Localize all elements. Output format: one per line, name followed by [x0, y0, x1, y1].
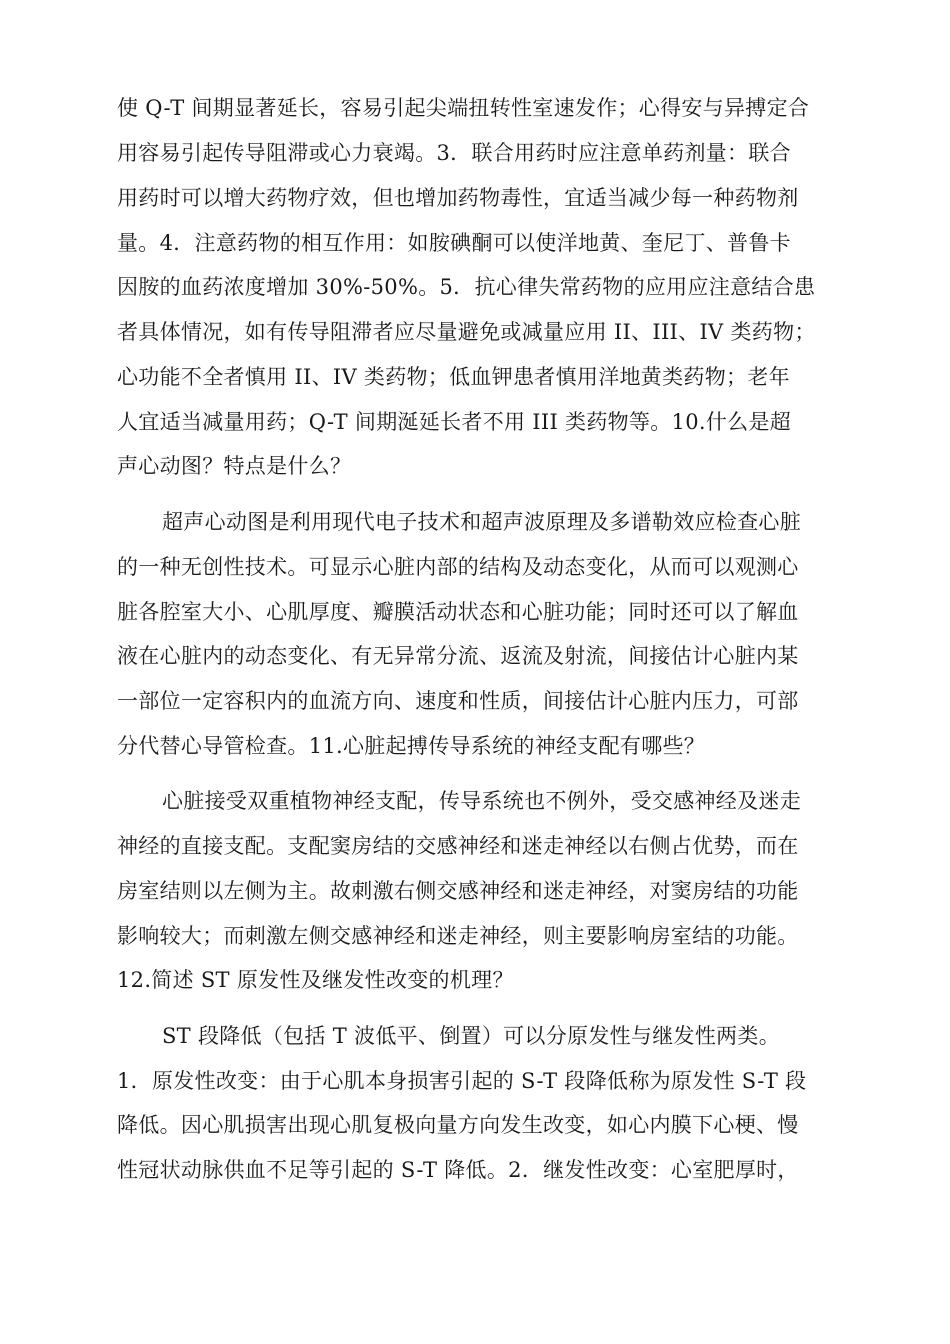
- text-line: 者具体情况，如有传导阻滞者应尽量避免或减量应用 II、III、IV 类药物；: [117, 320, 816, 344]
- paragraph-first-line: ST 段降低（包括 T 波低平、倒置）可以分原发性与继发性两类。: [162, 1024, 781, 1048]
- text-line: 降低。因心肌损害出现心肌复极向量方向发生改变，如心内膜下心梗、慢: [117, 1113, 799, 1137]
- text-line: 心功能不全者慎用 II、IV 类药物；低血钾患者慎用洋地黄类药物；老年: [117, 365, 790, 389]
- text-line: 液在心脏内的动态变化、有无异常分流、返流及射流，间接估计心脏内某: [117, 644, 799, 668]
- text-line: 因胺的血药浓度增加 30%-50%。5．抗心律失常药物的应用应注意结合患: [117, 275, 816, 299]
- text-line: 一部位一定容积内的血流方向、速度和性质，间接估计心脏内压力，可部: [117, 689, 799, 713]
- text-line: 脏各腔室大小、心肌厚度、瓣膜活动状态和心脏功能；同时还可以了解血: [117, 600, 799, 624]
- text-line: 声心动图？特点是什么？: [117, 454, 352, 478]
- text-line: 的一种无创性技术。可显示心脏内部的结构及动态变化，从而可以观测心: [117, 555, 799, 579]
- text-line: 用药时可以增大药物疗效，但也增加药物毒性，宜适当减少每一种药物剂: [117, 186, 799, 210]
- text-line: 性冠状动脉供血不足等引起的 S-T 降低。2．继发性改变：心室肥厚时，: [117, 1158, 799, 1182]
- text-line: 使 Q-T 间期显著延长，容易引起尖端扭转性室速发作；心得安与异搏定合: [117, 96, 810, 120]
- text-line: 12.简述 ST 原发性及继发性改变的机理？: [117, 968, 514, 992]
- text-line: 神经的直接支配。支配窦房结的交感神经和迷走神经以右侧占优势，而在: [117, 834, 799, 858]
- paragraph-first-line: 超声心动图是利用现代电子技术和超声波原理及多谱勒效应检查心脏: [162, 510, 801, 534]
- text-line: 用容易引起传导阻滞或心力衰竭。3．联合用药时应注意单药剂量：联合: [117, 141, 791, 165]
- text-line: 1．原发性改变：由于心肌本身损害引起的 S-T 段降低称为原发性 S-T 段: [117, 1069, 807, 1093]
- text-line: 房室结则以左侧为主。故刺激右侧交感神经和迷走神经，对窦房结的功能: [117, 879, 799, 903]
- text-line: 量。4．注意药物的相互作用：如胺碘酮可以使洋地黄、奎尼丁、普鲁卡: [117, 231, 791, 255]
- text-line: 人宜适当减量用药；Q-T 间期涎延长者不用 III 类药物等。10.什么是超: [117, 410, 792, 434]
- paragraph-first-line: 心脏接受双重植物神经支配，传导系统也不例外，受交感神经及迷走: [162, 789, 801, 813]
- text-line: 分代替心导管检查。11.心脏起搏传导系统的神经支配有哪些？: [117, 734, 706, 758]
- text-line: 影响较大；而刺激左侧交感神经和迷走神经，则主要影响房室结的功能。: [117, 924, 799, 948]
